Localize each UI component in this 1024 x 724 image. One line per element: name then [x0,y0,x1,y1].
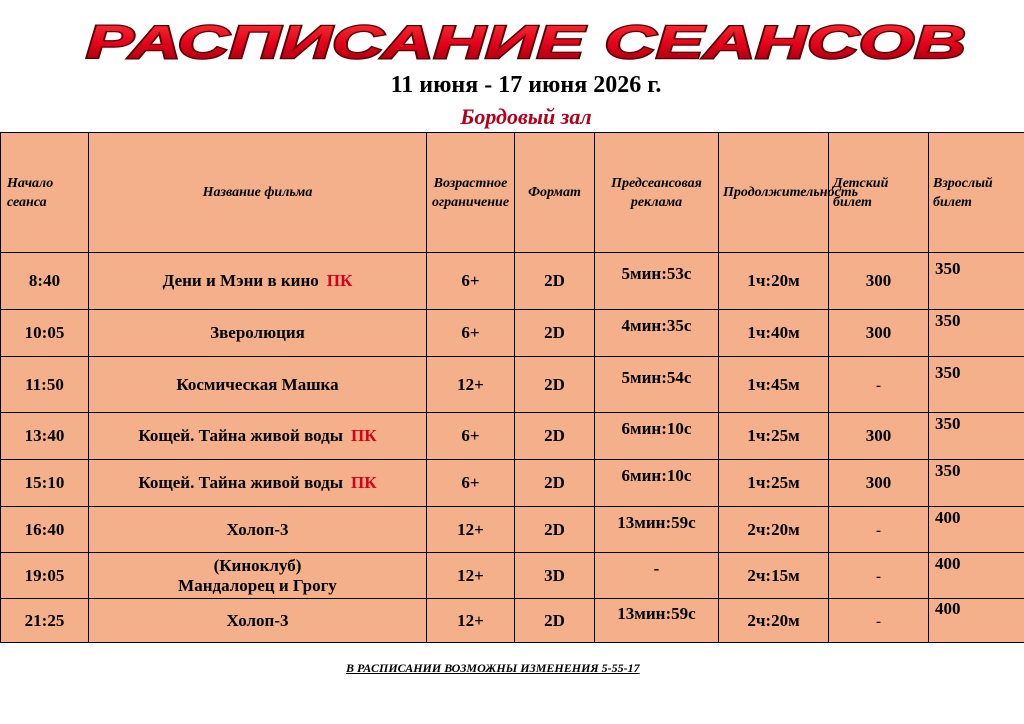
duration: 1ч:45м [719,357,829,413]
hall-name: Бордовый зал [460,104,592,129]
child-price: - [829,507,929,553]
adult-price: 350 [929,310,1024,357]
child-price: 300 [829,310,929,357]
start-time: 10:05 [1,310,89,357]
table-row [1,413,1024,460]
age-rating: 12+ [427,357,515,413]
ads-duration: 5мин:53с [595,253,719,310]
age-rating: 6+ [427,460,515,507]
format: 2D [515,253,595,310]
child-price: 300 [829,460,929,507]
table-header-row [1,133,1024,253]
ads-duration: 5мин:54с [595,357,719,413]
table-row [1,460,1024,507]
adult-price: 400 [929,599,1024,643]
ads-duration: - [595,553,719,599]
duration: 2ч:20м [719,599,829,643]
duration: 2ч:15м [719,553,829,599]
child-price: - [829,599,929,643]
col-header-adult: Взрослый билет [929,133,1024,253]
age-rating: 6+ [427,310,515,357]
format: 2D [515,357,595,413]
adult-price: 400 [929,507,1024,553]
col-header-format: Формат [515,133,595,253]
film-tag: ПК [351,426,377,445]
date-range: 11 июня - 17 июня 2026 г. [390,72,662,98]
schedule-table [0,132,1024,643]
table-row [1,599,1024,643]
page-header [0,0,1024,132]
age-rating: 12+ [427,599,515,643]
film-title: Холоп-3 [89,599,427,643]
film-title: Зверолюция [89,310,427,357]
film-title: Кощей. Тайна живой воды ПК [89,460,427,507]
table-row [1,553,1024,599]
format: 2D [515,507,595,553]
ads-duration: 4мин:35с [595,310,719,357]
format: 2D [515,460,595,507]
start-time: 15:10 [1,460,89,507]
start-time: 21:25 [1,599,89,643]
ads-duration: 6мин:10с [595,413,719,460]
format: 2D [515,599,595,643]
start-time: 13:40 [1,413,89,460]
format: 2D [515,413,595,460]
child-price: 300 [829,253,929,310]
ads-duration: 13мин:59с [595,507,719,553]
film-title: Кощей. Тайна живой воды ПК [89,413,427,460]
title-text: РАСПИСАНИЕ СЕАНСОВ [86,16,966,68]
age-rating: 6+ [427,413,515,460]
adult-price: 350 [929,357,1024,413]
title-wordart [76,10,976,72]
col-header-age: Возрастное ограничение [427,133,515,253]
table-row [1,253,1024,310]
table-row [1,357,1024,413]
child-price: - [829,553,929,599]
film-tag: ПК [351,473,377,492]
col-header-child: Детский билет [829,133,929,253]
table-row [1,310,1024,357]
age-rating: 12+ [427,553,515,599]
film-title: Космическая Машка [89,357,427,413]
duration: 1ч:20м [719,253,829,310]
col-header-ads: Предсеансовая реклама [595,133,719,253]
adult-price: 350 [929,460,1024,507]
film-title: Холоп-3 [89,507,427,553]
child-price: - [829,357,929,413]
age-rating: 12+ [427,507,515,553]
start-time: 16:40 [1,507,89,553]
age-rating: 6+ [427,253,515,310]
film-title: (Киноклуб) Мандалорец и Грогу [89,553,427,599]
duration: 2ч:20м [719,507,829,553]
page-title [76,10,976,72]
adult-price: 350 [929,253,1024,310]
start-time: 19:05 [1,553,89,599]
col-header-start: Начало сеанса [1,133,89,253]
film-title: Дени и Мэни в кино ПК [89,253,427,310]
duration: 1ч:25м [719,413,829,460]
adult-price: 400 [929,553,1024,599]
film-tag: ПК [326,271,353,290]
footer-notice: В РАСПИСАНИИ ВОЗМОЖНЫ ИЗМЕНЕНИЯ 5-55-17 [346,661,640,675]
duration: 1ч:25м [719,460,829,507]
col-header-duration: Продолжительность [719,133,829,253]
duration: 1ч:40м [719,310,829,357]
start-time: 8:40 [1,253,89,310]
child-price: 300 [829,413,929,460]
table-row [1,507,1024,553]
adult-price: 350 [929,413,1024,460]
start-time: 11:50 [1,357,89,413]
ads-duration: 6мин:10с [595,460,719,507]
format: 2D [515,310,595,357]
ads-duration: 13мин:59с [595,599,719,643]
format: 3D [515,553,595,599]
col-header-film: Название фильма [89,133,427,253]
